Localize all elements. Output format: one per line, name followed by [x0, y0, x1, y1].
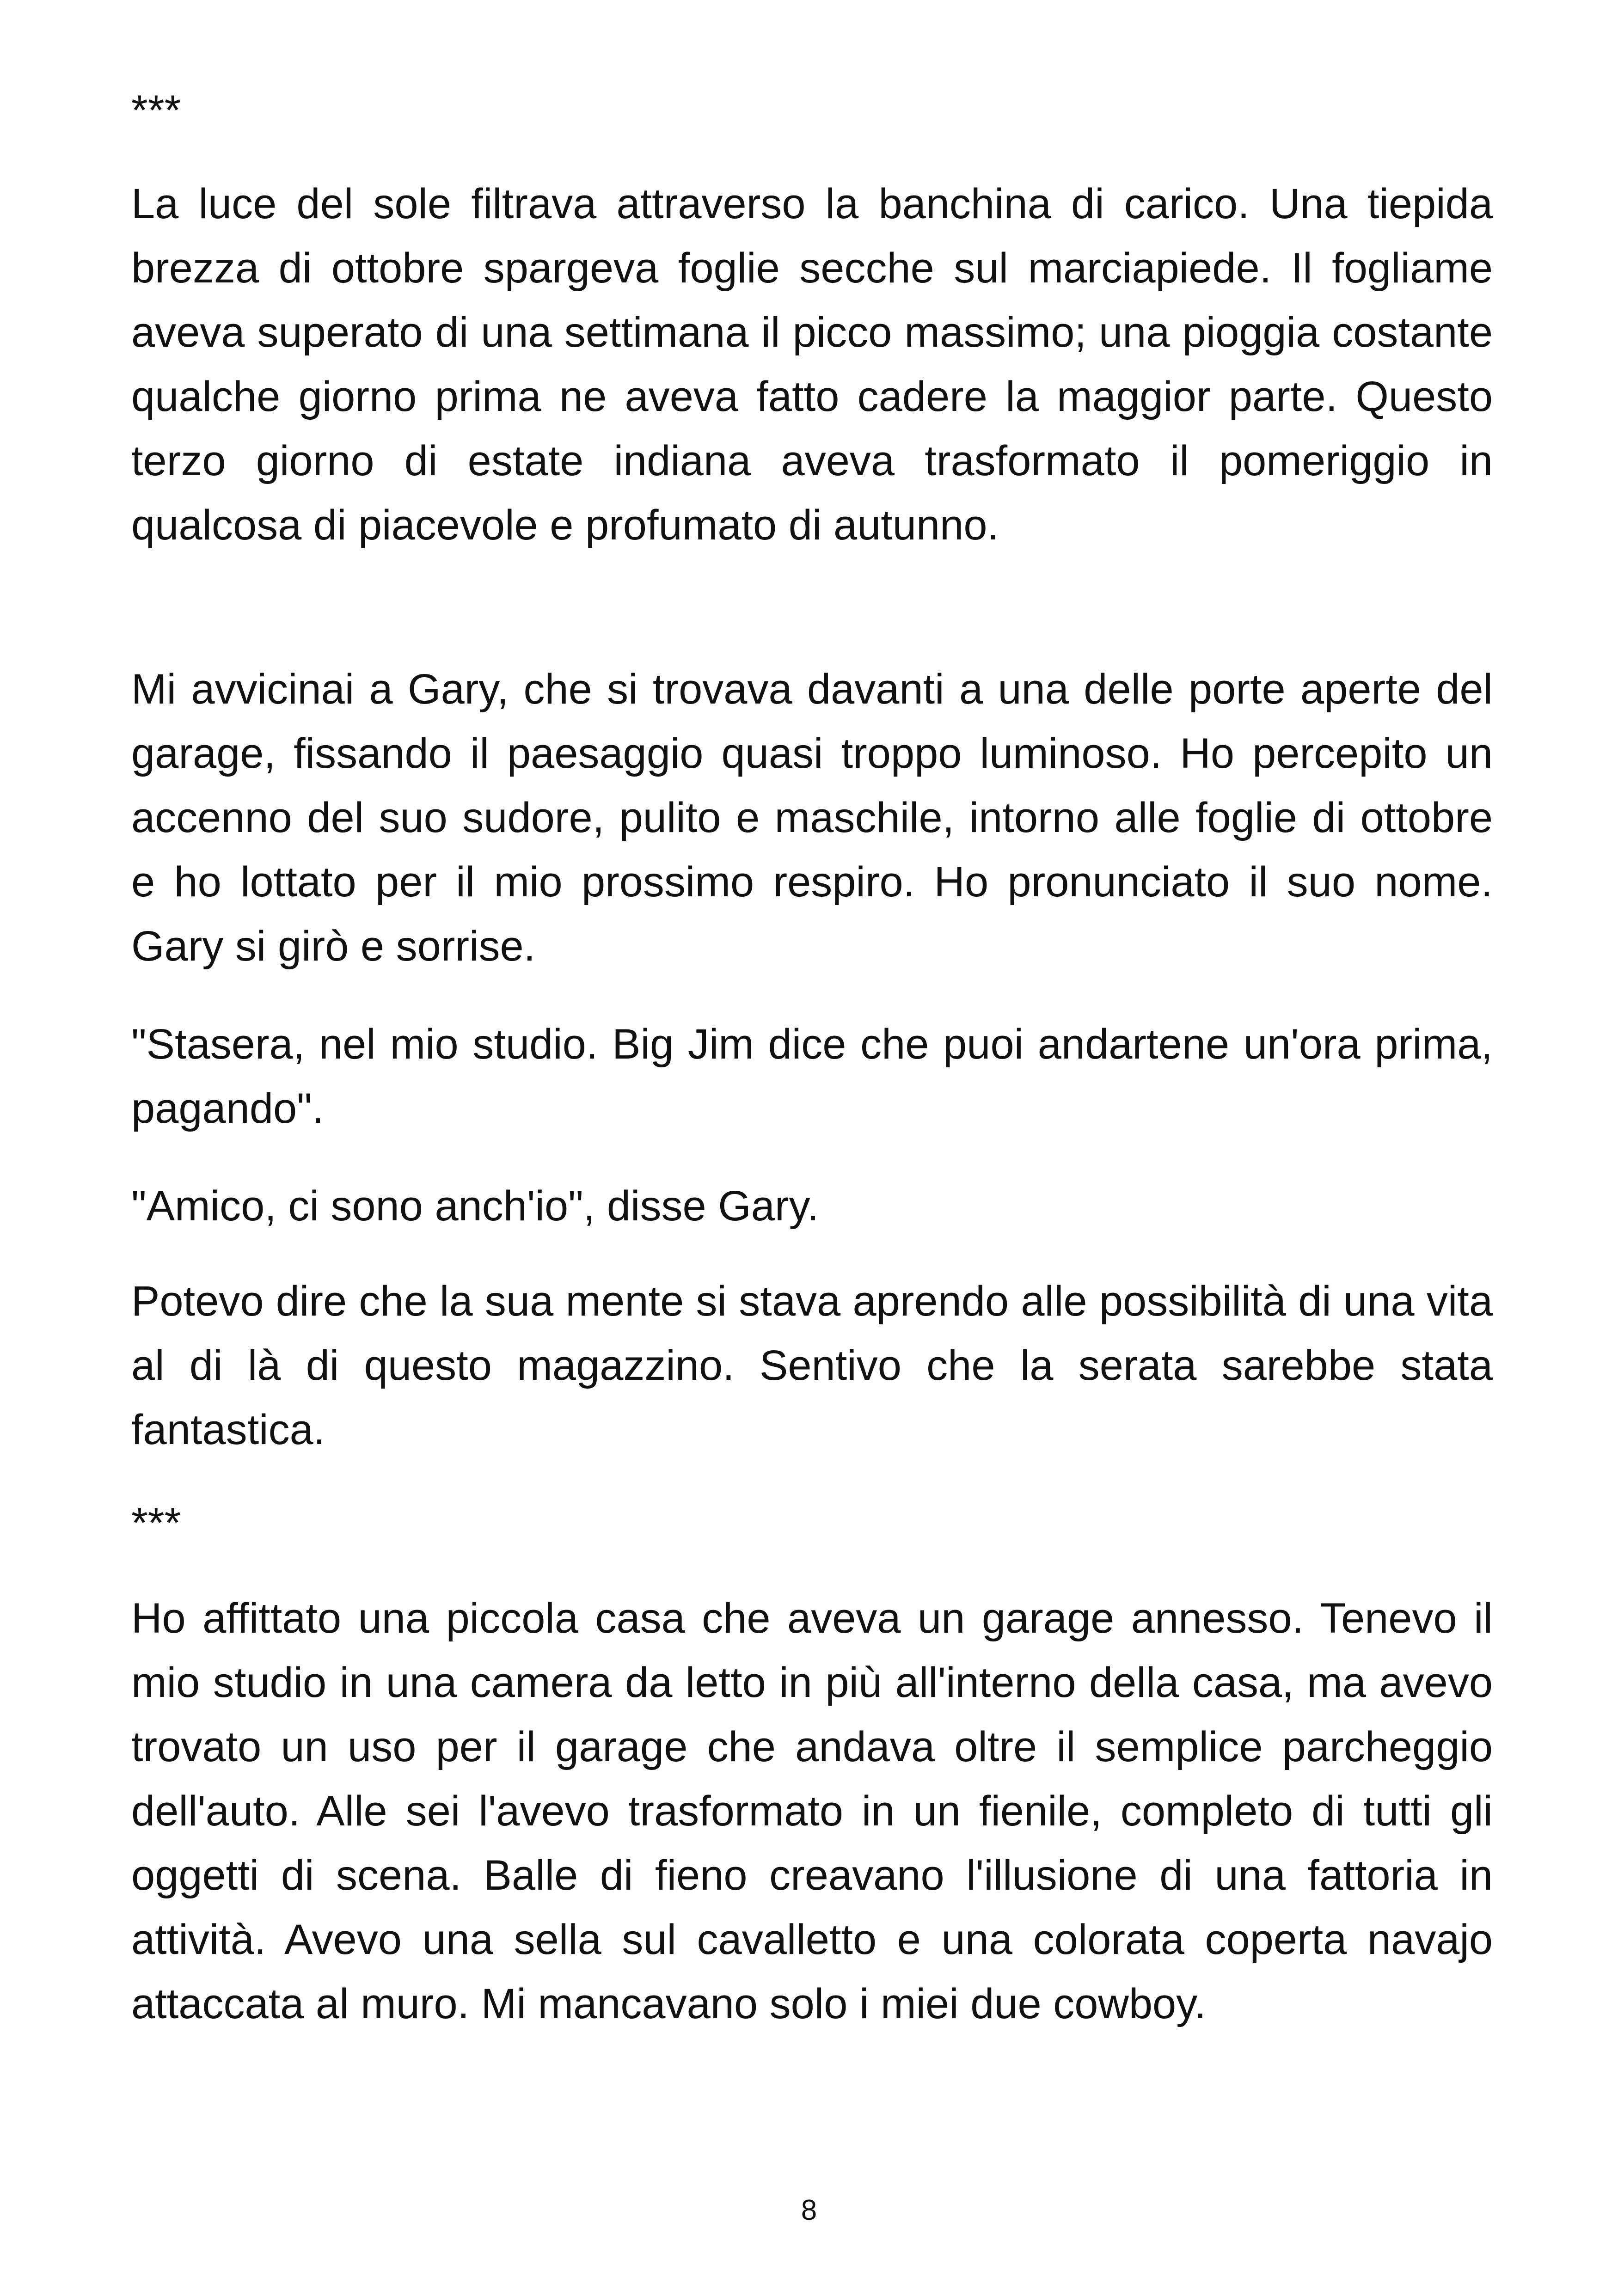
section-separator: ***: [131, 1500, 181, 1547]
paragraph: Ho affittato una piccola casa che aveva un garage annesso. Tenevo il mio studio in una camera da letto in più all'interno della casa, ma avevo trovato un uso per il garage che andava oltre il semplice parcheggio dell'auto. Alle sei l'avevo trasformato in un fienile, completo di tutti gli oggetti di scena. Balle di fieno creavano l'illusione di una fattoria in attività. Avevo una sella sul cavalletto e una colorata coperta navajo attaccata al muro. Mi mancavano solo i miei due cowboy.: [131, 1595, 1493, 2027]
section-separator: ***: [131, 87, 181, 134]
paragraph: "Amico, ci sono anch'io", disse Gary.: [131, 1182, 819, 1230]
paragraph: La luce del sole filtrava attraverso la banchina di carico. Una tiepida brezza di ottobre spargeva foglie secche sul marciapiede. Il fogliame aveva superato di una settimana il picco massimo; una pioggia costante qualche giorno prima ne aveva fatto cadere la maggior parte. Questo terzo giorno di estate indiana aveva trasformato il pomeriggio in qualcosa di piacevole e profumato di autunno.: [131, 180, 1493, 549]
paragraph: "Stasera, nel mio studio. Big Jim dice che puoi andartene un'ora prima, pagando".: [131, 1021, 1493, 1132]
page-number: 8: [801, 2194, 817, 2226]
paragraph: Mi avvicinai a Gary, che si trovava davanti a una delle porte aperte del garage, fissando il paesaggio quasi troppo luminoso. Ho percepito un accenno del suo sudore, pulito e maschile, intorno alle foglie di ottobre e ho lottato per il mio prossimo respiro. Ho pronunciato il suo nome. Gary si girò e sorrise.: [131, 666, 1493, 970]
paragraph: Potevo dire che la sua mente si stava aprendo alle possibilità di una vita al di là di questo magazzino. Sentivo che la serata sarebbe stata fantastica.: [131, 1278, 1493, 1453]
